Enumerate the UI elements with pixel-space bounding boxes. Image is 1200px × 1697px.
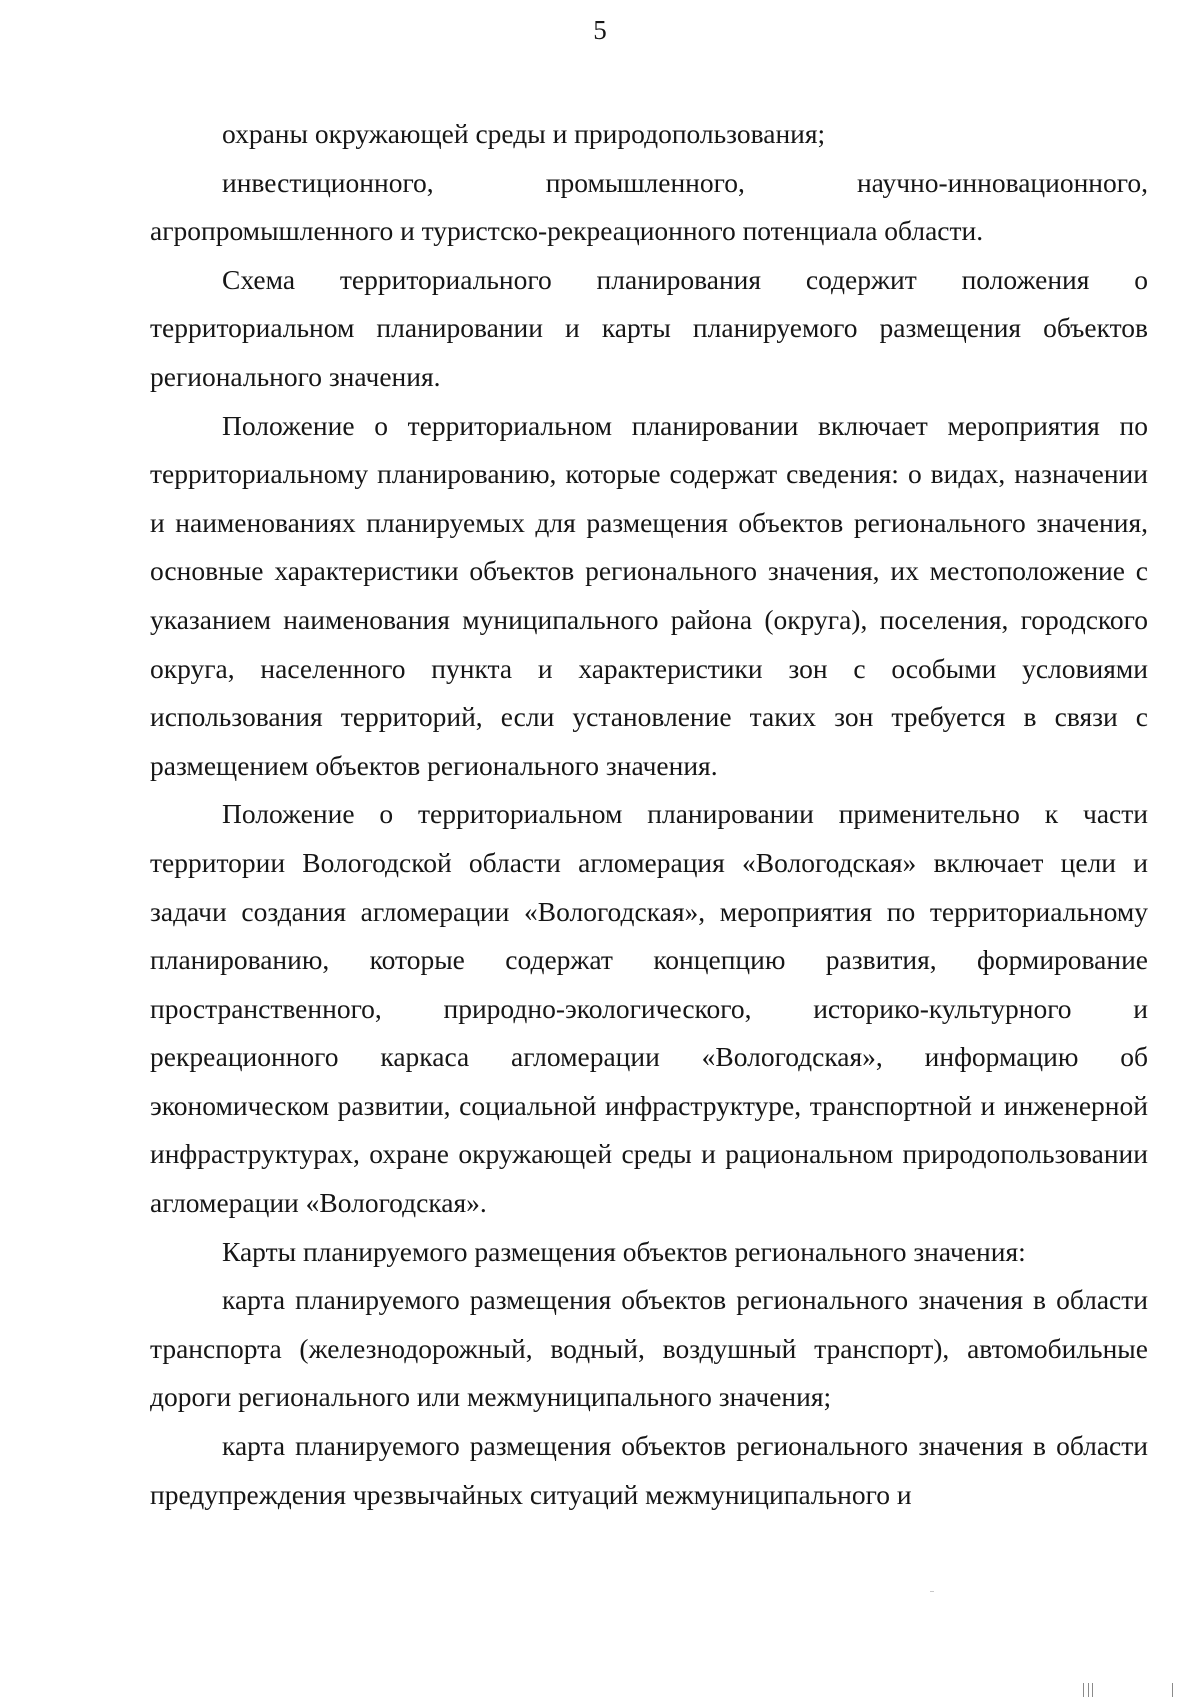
paragraph-agglomeration-provision: Положение о территориальном планировании применительно к части территории Вологодской области агломерация «Вологодская» включает цели и задачи создания агломерации «Вологодская», мероприятия по территориальному планированию, которые содержат концепцию развития, формирование пространственного, природно-экологического, историко-культурного и рекреационного каркаса агломерации «Вологодская», информацию об экономическом развитии, социальной инфраструктуре, транспортной и инженерной инфраструктурах, охране окружающей среды и рациональном природопользовании агломерации «Вологодская».	[150, 798, 1148, 1219]
document-body	[150, 110, 1148, 1519]
paragraph-scheme-contents: Схема территориального планирования содержит положения о территориальном планировании и карты планируемого размещения объектов регионального значения.	[150, 263, 1148, 392]
scan-edge-mark	[1088, 1683, 1089, 1697]
paragraph-transport-map: карта планируемого размещения объектов регионального значения в области транспорта (железнодорожный, водный, воздушный транспорт), автомобильные дороги регионального или межмуниципального значения;	[150, 1284, 1148, 1413]
scan-edge-mark	[1092, 1683, 1093, 1697]
scan-edge-mark	[1083, 1683, 1084, 1697]
scan-edge-mark	[1172, 1683, 1173, 1697]
paragraph-emergency-map: карта планируемого размещения объектов регионального значения в области предупреждения чрезвычайных ситуаций межмуниципального и	[150, 1430, 1148, 1510]
paragraph-planning-provision: Положение о территориальном планировании включает мероприятия по территориальному планированию, которые содержат сведения: о видах, назначении и наименованиях планируемых для размещения объектов регионального значения, основные характеристики объектов регионального значения, их местоположение с указанием наименования муниципального района (округа), поселения, городского округа, населенного пункта и характеристики зон с особыми условиями использования территорий, если установление таких зон требуется в связи с размещением объектов регионального значения.	[150, 409, 1148, 781]
paragraph-list-item-environment: охраны окружающей среды и природопользования;	[222, 118, 826, 149]
page-number: 5	[593, 15, 607, 45]
paragraph-list-item-potential: инвестиционного, промышленного, научно-инновационного, агропромышленного и туристско-рекреационного потенциала области.	[150, 166, 1148, 247]
scan-speck	[930, 1591, 934, 1592]
paragraph-maps-heading: Карты планируемого размещения объектов регионального значения:	[222, 1235, 1026, 1267]
